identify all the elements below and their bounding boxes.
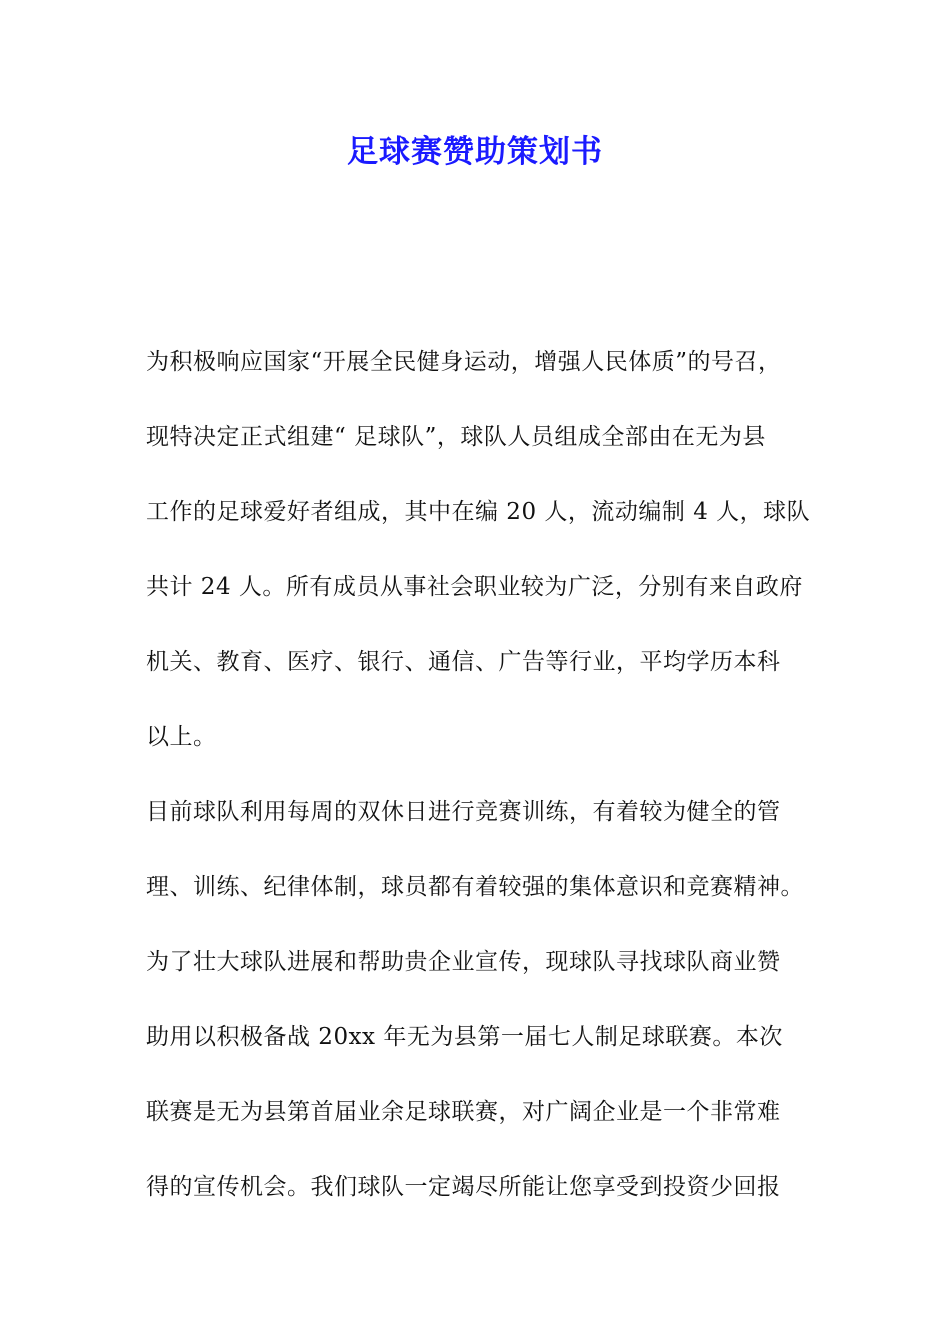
paragraph-line: 共计 24 人。所有成员从事社会职业较为广泛，分别有来自政府 <box>146 574 803 600</box>
paragraph-line: 工作的足球爱好者组成，其中在编 20 人，流动编制 4 人，球队 <box>146 499 811 525</box>
paragraph-line: 为了壮大球队进展和帮助贵企业宣传，现球队寻找球队商业赞 <box>146 949 781 975</box>
paragraph-line: 助用以积极备战 20xx 年无为县第一届七人制足球联赛。本次 <box>146 1024 783 1050</box>
paragraph-line: 现特决定正式组建“ 足球队”，球队人员组成全部由在无为县 <box>146 424 766 450</box>
paragraph-line: 联赛是无为县第首届业余足球联赛，对广阔企业是一个非常难 <box>146 1099 781 1125</box>
paragraph-line: 得的宣传机会。我们球队一定竭尽所能让您享受到投资少回报 <box>146 1174 781 1200</box>
paragraph-line: 目前球队利用每周的双休日进行竞赛训练，有着较为健全的管 <box>146 799 781 825</box>
paragraph-line: 为积极响应国家“开展全民健身运动，增强人民体质”的号召， <box>146 349 782 375</box>
paragraph-line: 机关、教育、医疗、银行、通信、广告等行业，平均学历本科 <box>146 649 781 675</box>
paragraph-line: 以上。 <box>146 724 217 750</box>
document-title: 足球赛赞助策划书 <box>347 134 603 170</box>
paragraph-line: 理、训练、纪律体制，球员都有着较强的集体意识和竞赛精神。 <box>146 874 804 900</box>
